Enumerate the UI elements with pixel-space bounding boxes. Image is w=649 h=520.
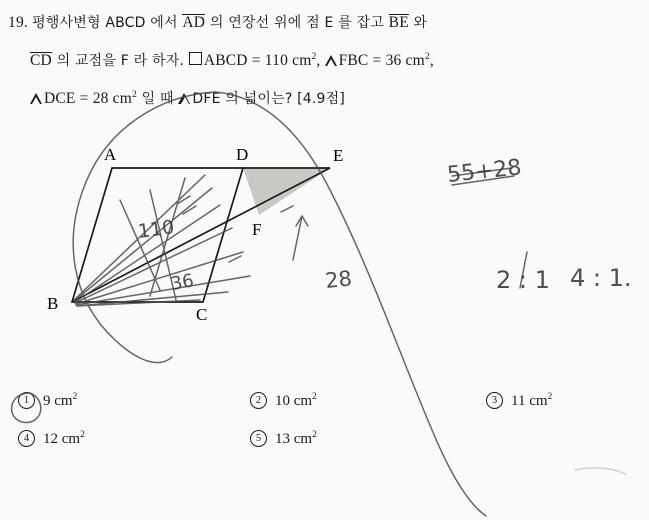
question-line-2-d: FBC = 36 cm [338,52,425,70]
question-line-2-c: , [316,52,325,70]
choice-1-sup: 2 [72,392,78,402]
choice-5-text: 13 cm [275,431,313,447]
question-line-1-pre: 평행사변형 ABCD 에서 [32,15,183,31]
question-line-1-mid: 의 연장선 위에 점 E 를 잡고 [205,15,389,31]
choice-4-text: 12 cm [43,431,81,447]
hw-note-110: 110 [136,216,176,243]
question-line-3-c: DFE 의 넓이는? [4.9점] [192,91,346,108]
question-line-1 [8,6,644,40]
question-line-1-post: 와 [408,15,428,31]
segment-BE: BE [388,14,409,31]
label-F: F [252,220,262,239]
choice-4[interactable] [18,430,85,449]
choice-2-number: 2 [250,392,267,409]
answer-choices [18,392,638,468]
choice-3-text: 11 cm [511,393,548,409]
choice-row-2 [18,430,638,468]
label-B: B [47,294,59,313]
choice-3-number: 3 [486,392,503,409]
triangle-symbol-3 [178,93,191,104]
choice-1-number: 1 [18,392,35,409]
label-E: E [333,146,344,165]
question-text-block [8,6,644,116]
triangle-symbol-1 [325,55,338,66]
sup-square-3: 2 [132,90,137,101]
choice-1[interactable] [18,392,77,411]
geometry-figure [0,140,400,360]
hw-note-28: 28 [324,266,354,293]
hw-strike-1 [452,168,512,176]
question-line-2-a: 의 교점을 F 라 하자. [51,53,189,70]
choice-3[interactable] [486,392,552,411]
hw-note-ratio-right: 4 : 1. [570,264,632,292]
choice-5-sup: 2 [312,430,317,440]
question-number: 19. [8,14,28,31]
choice-5-number: 5 [250,430,267,447]
hw-note-strikethrough: 55+28 [446,155,523,188]
label-A: A [104,145,117,164]
choice-1-text: 9 cm [43,393,73,409]
choice-2-sup: 2 [312,392,317,402]
label-C: C [196,305,208,324]
choice-4-number: 4 [18,430,35,447]
quadrilateral-symbol [189,52,202,65]
parallelogram-ABCD [72,168,243,302]
figure-svg [0,140,400,360]
sup-square-2: 2 [424,52,430,62]
label-D: D [236,145,249,164]
segment-AD: AD [182,14,206,31]
choice-3-sup: 2 [547,392,553,402]
choice-2-text: 10 cm [275,393,313,409]
hw-note-36: 36 [169,270,196,295]
sup-square-1: 2 [311,52,317,62]
segment-CD: CD [30,52,52,70]
hw-smudge [575,468,626,474]
question-line-3-a: DCE = 28 cm [44,90,133,108]
choice-4-sup: 2 [80,430,85,440]
hw-strike-2 [452,176,514,185]
question-line-2-b: ABCD = 110 cm [203,52,312,70]
hw-note-ratio-left: 2 : 1 [496,266,550,294]
line-BE [72,168,330,302]
choice-2[interactable] [250,392,317,411]
choice-row-1 [18,392,638,430]
triangle-symbol-2 [30,93,43,104]
question-line-2-e: , [429,52,434,70]
hw-slash [520,252,527,288]
choice-5[interactable] [250,430,317,449]
question-line-3-b: 일 때 [136,91,179,108]
question-line-3 [8,78,644,116]
question-line-2 [8,40,644,78]
